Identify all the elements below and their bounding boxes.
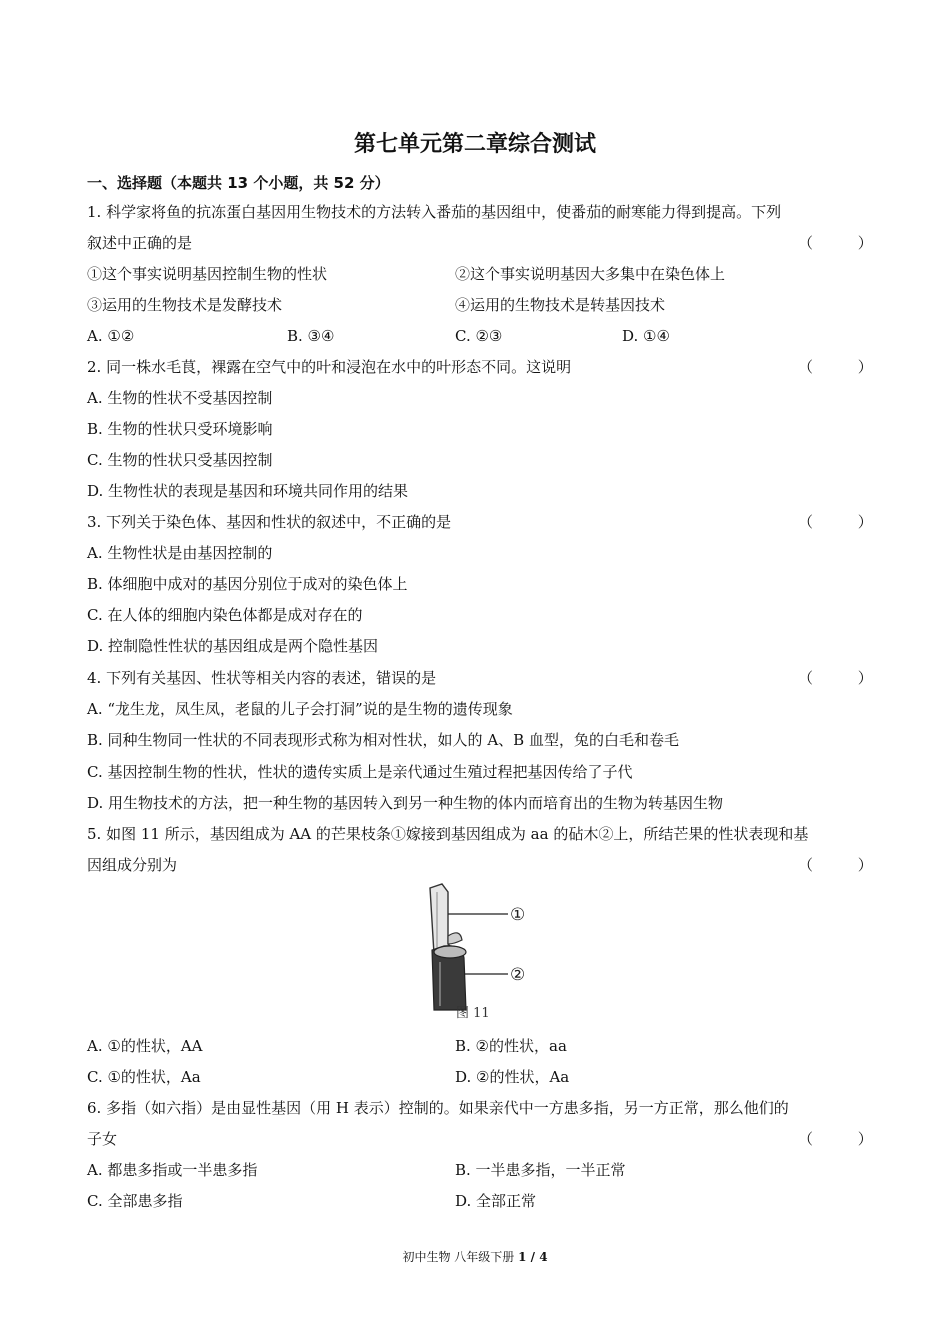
q4-option-a: A. “龙生龙，凤生凤，老鼠的儿子会打洞”说的是生物的遗传现象 bbox=[87, 700, 513, 718]
q3-option-d: D. 控制隐性性状的基因组成是两个隐性基因 bbox=[87, 637, 379, 655]
q4-stem: 4. 下列有关基因、性状等相关内容的表述，错误的是 bbox=[87, 669, 437, 687]
q4-option-c: C. 基因控制生物的性状，性状的遗传实质上是亲代通过生殖过程把基因传给了子代 bbox=[87, 763, 633, 781]
q2-option-a: A. 生物的性状不受基因控制 bbox=[87, 389, 273, 407]
q1-option-b: B. ③④ bbox=[287, 327, 335, 345]
q5-option-a: A. ①的性状，AA bbox=[87, 1037, 203, 1055]
section-heading: 一、选择题（本题共 13 个小题，共 52 分） bbox=[87, 174, 390, 192]
q3-option-b: B. 体细胞中成对的基因分别位于成对的染色体上 bbox=[87, 575, 408, 593]
q2-option-c: C. 生物的性状只受基因控制 bbox=[87, 451, 273, 469]
q1-statement-4: ④运用的生物技术是转基因技术 bbox=[455, 296, 666, 314]
q6-option-a: A. 都患多指或一半患多指 bbox=[87, 1161, 258, 1179]
page-title: 第七单元第二章综合测试 bbox=[353, 132, 596, 157]
bud bbox=[448, 933, 462, 944]
q1-option-c: C. ②③ bbox=[455, 327, 503, 345]
q4-option-b: B. 同种生物同一性状的不同表现形式称为相对性状，如人的 A、B 血型，兔的白毛和卷毛 bbox=[87, 731, 679, 749]
q1-stem-line2: 叙述中正确的是 bbox=[87, 234, 193, 252]
q1-option-a: A. ①② bbox=[87, 327, 135, 345]
footer-text: 初中生物 八年级下册 bbox=[402, 1250, 515, 1264]
q1-statement-1: ①这个事实说明基因控制生物的性状 bbox=[87, 265, 328, 283]
figure-caption: 图 11 bbox=[456, 1006, 490, 1021]
q6-option-c: C. 全部患多指 bbox=[87, 1192, 183, 1210]
q4-answer-blank: （ ） bbox=[798, 669, 893, 687]
q1-answer-blank: （ ） bbox=[798, 234, 893, 252]
q1-stem-line1: 1. 科学家将鱼的抗冻蛋白基因用生物技术的方法转入番茄的基因组中，使番茄的耐寒能力得到提高。下列 bbox=[87, 203, 782, 221]
q2-option-d: D. 生物性状的表现是基因和环境共同作用的结果 bbox=[87, 482, 409, 500]
q4-option-d: D. 用生物技术的方法，把一种生物的基因转入到另一种生物的体内而培育出的生物为转基因生物 bbox=[87, 794, 724, 812]
q6-answer-blank: （ ） bbox=[798, 1130, 893, 1148]
q5-option-d: D. ②的性状，Aa bbox=[455, 1068, 570, 1086]
q5-option-c: C. ①的性状，Aa bbox=[87, 1068, 201, 1086]
figure-label-1: ① bbox=[510, 905, 526, 925]
q5-answer-blank: （ ） bbox=[798, 856, 893, 874]
q6-option-b: B. 一半患多指，一半正常 bbox=[455, 1161, 626, 1179]
q1-statement-3: ③运用的生物技术是发酵技术 bbox=[87, 296, 283, 314]
q5-stem-line2: 因组成分别为 bbox=[87, 856, 178, 874]
q2-answer-blank: （ ） bbox=[798, 358, 893, 376]
q2-option-b: B. 生物的性状只受环境影响 bbox=[87, 420, 273, 438]
q1-option-d: D. ①④ bbox=[622, 327, 670, 345]
q5-option-b: B. ②的性状，aa bbox=[455, 1037, 567, 1055]
q3-answer-blank: （ ） bbox=[798, 513, 893, 531]
q6-stem-line1: 6. 多指（如六指）是由显性基因（用 H 表示）控制的。如果亲代中一方患多指，另一方正常，那么他们的 bbox=[87, 1099, 789, 1117]
q5-stem-line1: 5. 如图 11 所示，基因组成为 AA 的芒果枝条①嫁接到基因组成为 aa 的砧木②上，所结芒果的性状表现和基 bbox=[87, 825, 809, 843]
q3-option-c: C. 在人体的细胞内染色体都是成对存在的 bbox=[87, 606, 363, 624]
q6-option-d: D. 全部正常 bbox=[455, 1192, 537, 1210]
page-number: 1 / 4 bbox=[518, 1250, 548, 1264]
q2-stem: 2. 同一株水毛茛，裸露在空气中的叶和浸泡在水中的叶形态不同。这说明 bbox=[87, 358, 572, 376]
q6-stem-line2: 子女 bbox=[87, 1130, 118, 1148]
q3-option-a: A. 生物性状是由基因控制的 bbox=[87, 544, 273, 562]
q3-stem: 3. 下列关于染色体、基因和性状的叙述中，不正确的是 bbox=[87, 513, 452, 531]
figure-label-2: ② bbox=[510, 965, 526, 985]
q1-statement-2: ②这个事实说明基因大多集中在染色体上 bbox=[455, 265, 726, 283]
page-footer bbox=[0, 1248, 950, 1265]
